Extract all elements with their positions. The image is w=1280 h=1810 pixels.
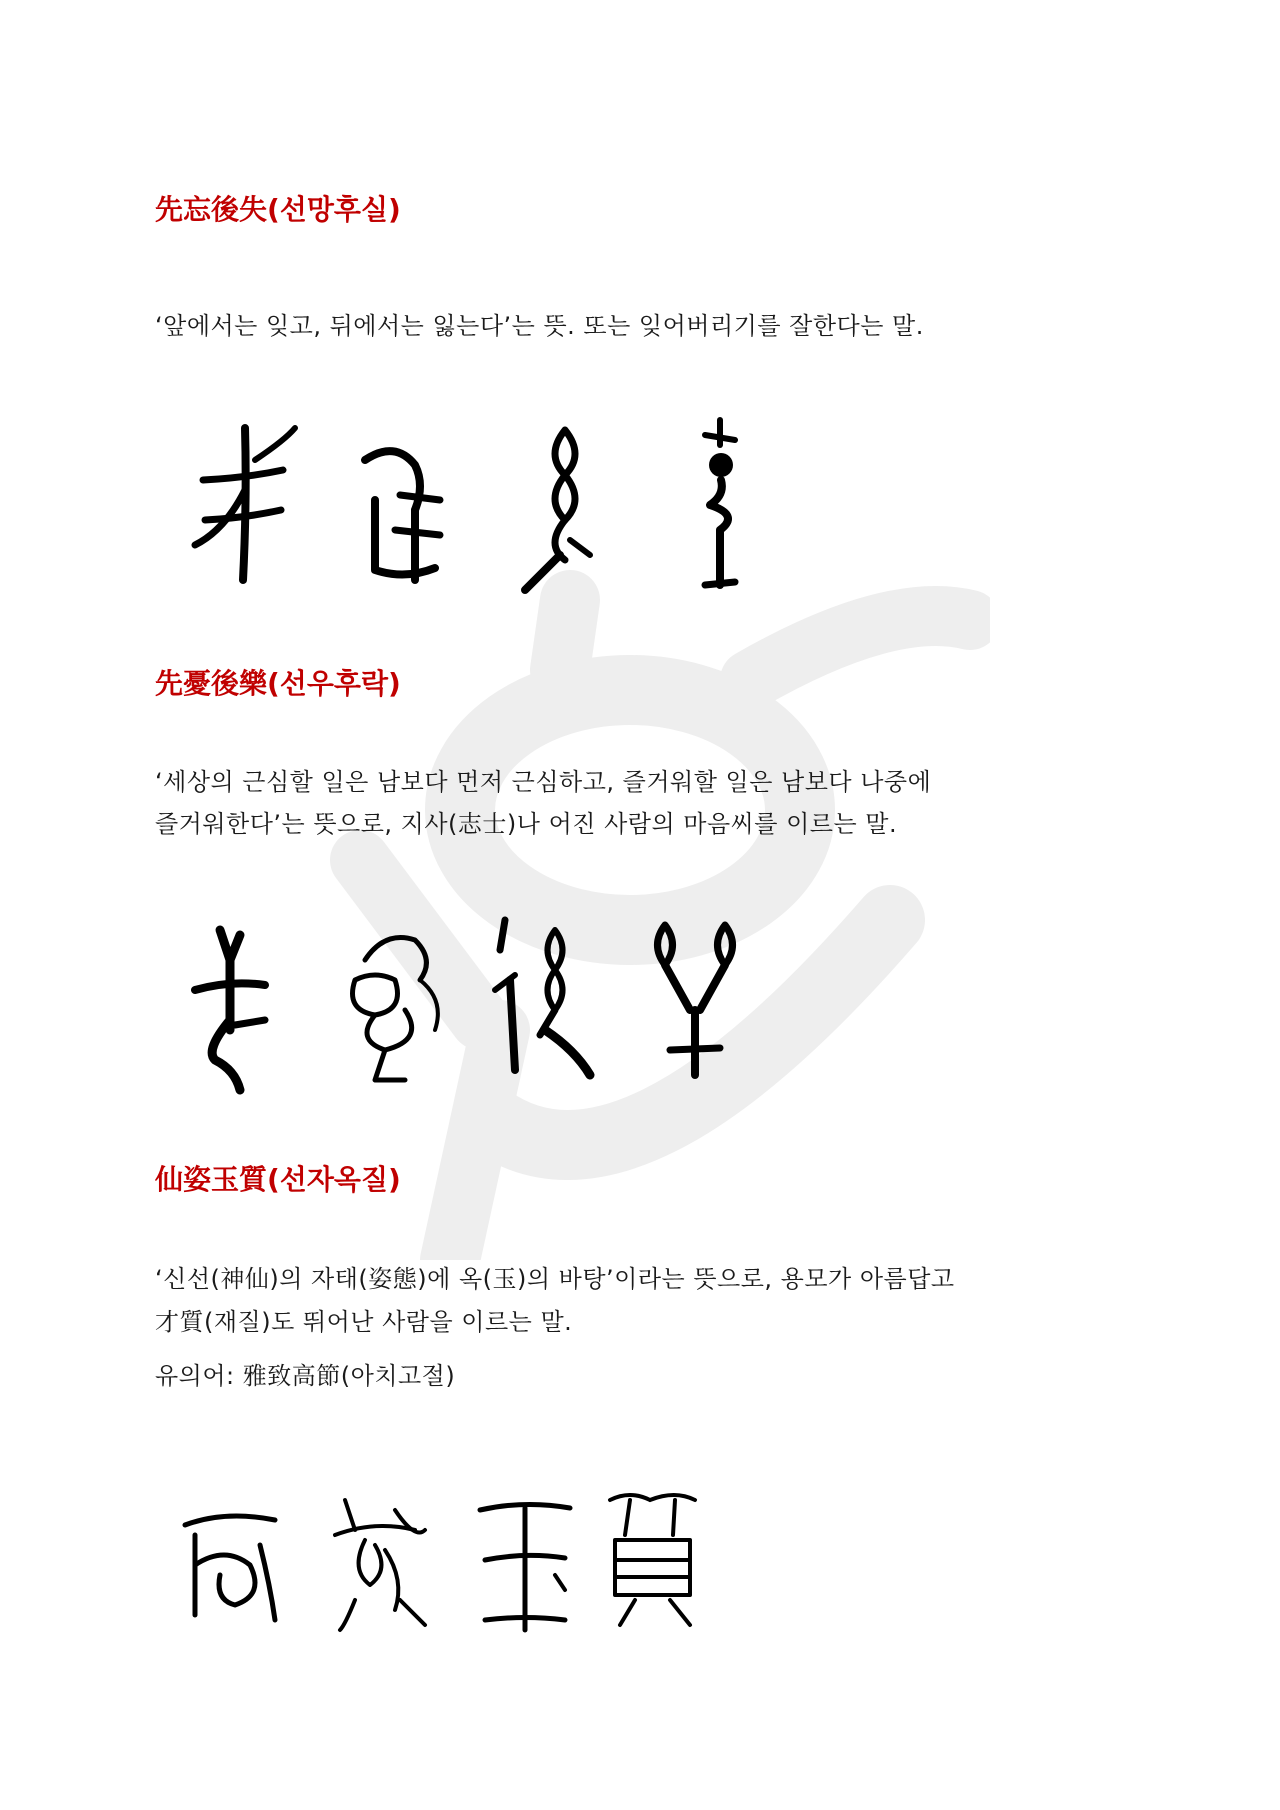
entry-description: ‘세상의 근심할 일은 남보다 먼저 근심하고, 즐거워할 일은 남보다 나중에 <box>155 768 932 796</box>
glyph-wang-forget <box>345 430 465 600</box>
glyph-yu-jade <box>465 1490 585 1640</box>
glyph-zi-posture <box>325 1490 445 1640</box>
entry-description: ‘신선(神仙)의 자태(姿態)에 옥(玉)의 바탕’이라는 뜻으로, 용모가 아름답고 <box>155 1265 955 1293</box>
glyph-you-worry <box>325 920 465 1090</box>
entry-title: 仙姿玉質(선자옥질) <box>155 1163 401 1196</box>
glyph-le-joy <box>635 910 755 1080</box>
entry-description: ‘앞에서는 잊고, 뒤에서는 잃는다’는 뜻. 또는 잊어버리기를 잘한다는 말. <box>155 312 924 340</box>
entry-description: 즐거워한다’는 뜻으로, 지사(志士)나 어진 사람의 마음씨를 이르는 말. <box>155 810 898 838</box>
entry-description: 才質(재질)도 뛰어난 사람을 이르는 말. <box>155 1308 573 1336</box>
entry-title: 先忘後失(선망후실) <box>155 193 401 226</box>
entry-title: 先憂後樂(선우후락) <box>155 667 401 700</box>
glyph-hou-after <box>485 910 605 1080</box>
glyph-hou-after <box>505 420 625 590</box>
glyph-zhi-quality <box>595 1485 715 1635</box>
glyph-xian-first <box>185 420 305 590</box>
glyph-shi-lose <box>665 420 785 590</box>
glyph-xian-first <box>175 920 295 1090</box>
glyph-xian-immortal <box>175 1505 295 1645</box>
entry-synonym: 유의어: 雅致高節(아치고절) <box>155 1362 456 1390</box>
